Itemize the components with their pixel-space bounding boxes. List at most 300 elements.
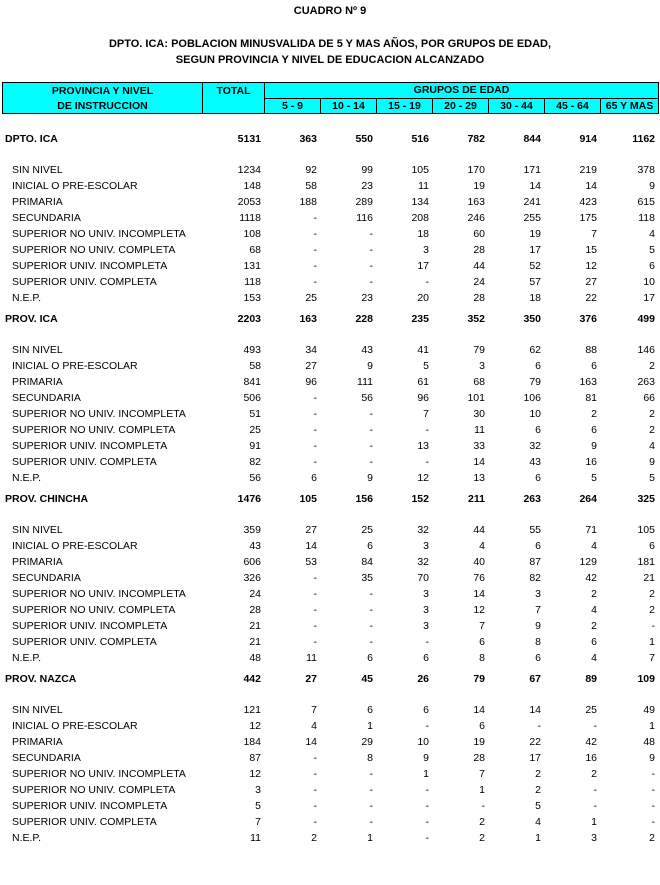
cell-age-6: 3 [591, 832, 597, 844]
cell-age-5: 52 [529, 260, 541, 272]
cell-age-3: 61 [417, 376, 429, 388]
cell-age-2: 550 [355, 133, 373, 145]
cell-age-5: 19 [529, 228, 541, 240]
cell-age-4: 79 [473, 673, 485, 685]
cell-age-6: 81 [585, 392, 597, 404]
cell-age-3: 26 [417, 673, 429, 685]
cell-total: 28 [249, 604, 261, 616]
cell-total: 506 [243, 392, 261, 404]
cell-age-6: 22 [585, 292, 597, 304]
cell-age-2: 8 [367, 752, 373, 764]
cell-age-2: - [369, 816, 373, 828]
cell-age-5: 14 [529, 180, 541, 192]
cell-age-4: 8 [479, 652, 485, 664]
cell-age-1: - [313, 260, 317, 272]
cell-age-3: 11 [418, 180, 429, 192]
cell-age-7: 109 [637, 673, 655, 685]
cell-age-2: 45 [361, 673, 373, 685]
row-label: SIN NIVEL [12, 524, 63, 536]
cell-age-3: 6 [423, 704, 429, 716]
cell-age-2: - [369, 620, 373, 632]
cell-age-7: 6 [649, 540, 655, 552]
cell-age-3: - [425, 276, 429, 288]
row-label: INICIAL O PRE-ESCOLAR [12, 360, 138, 372]
cell-age-1: - [313, 440, 317, 452]
cell-age-1: 4 [311, 720, 317, 732]
cell-total: 5 [255, 800, 261, 812]
cell-total: 56 [249, 472, 261, 484]
cell-age-3: 10 [417, 736, 429, 748]
cell-total: 606 [243, 556, 261, 568]
cell-age-5: - [537, 720, 541, 732]
cell-age-6: 7 [591, 228, 597, 240]
table-row [2, 210, 658, 226]
cell-age-2: - [369, 276, 373, 288]
cell-age-3: - [425, 800, 429, 812]
cell-age-6: 1 [591, 816, 597, 828]
cell-age-7: 10 [643, 276, 655, 288]
table-row [2, 554, 658, 570]
cell-age-4: 68 [473, 376, 485, 388]
cell-age-6: 15 [585, 244, 597, 256]
row-label: INICIAL O PRE-ESCOLAR [12, 720, 138, 732]
cell-age-7: 2 [649, 424, 655, 436]
cell-age-1: - [313, 212, 317, 224]
cell-age-5: 3 [535, 588, 541, 600]
cell-age-2: 1 [367, 832, 373, 844]
cell-age-2: - [369, 456, 373, 468]
table-row [2, 814, 658, 830]
cell-age-1: 53 [305, 556, 317, 568]
cell-age-3: 13 [417, 440, 429, 452]
cell-age-5: 17 [529, 244, 541, 256]
cell-age-1: 14 [305, 540, 317, 552]
cell-age-3: - [425, 816, 429, 828]
cell-age-6: 42 [585, 572, 597, 584]
cell-age-2: 228 [355, 313, 373, 325]
cell-age-1: 96 [305, 376, 317, 388]
cell-age-6: 6 [591, 424, 597, 436]
cell-age-3: 9 [423, 752, 429, 764]
cell-total: 11 [250, 832, 261, 844]
cell-age-2: 156 [355, 493, 373, 505]
cell-age-1: - [313, 228, 317, 240]
cell-age-2: 25 [361, 524, 373, 536]
cell-age-4: 352 [467, 313, 485, 325]
cell-total: 82 [249, 456, 261, 468]
cell-age-6: 88 [585, 344, 597, 356]
cell-age-5: 350 [523, 313, 541, 325]
cell-age-7: 1 [649, 636, 655, 648]
cell-age-7: 615 [637, 196, 655, 208]
cell-age-4: 79 [473, 344, 485, 356]
cell-age-2: - [369, 784, 373, 796]
cell-total: 12 [249, 768, 261, 780]
cell-age-6: 914 [579, 133, 597, 145]
cell-age-6: 219 [579, 164, 597, 176]
cell-age-6: 129 [579, 556, 597, 568]
cell-age-7: 2 [649, 604, 655, 616]
cell-age-5: 67 [529, 673, 541, 685]
cell-age-4: 1 [479, 784, 485, 796]
row-label: SUPERIOR NO UNIV. INCOMPLETA [12, 768, 186, 780]
cell-age-4: 44 [473, 260, 485, 272]
table-row [2, 390, 658, 406]
table-row [2, 358, 658, 374]
section-row [2, 666, 658, 692]
cell-total: 121 [243, 704, 261, 716]
cell-age-6: 163 [579, 376, 597, 388]
cell-age-4: 60 [473, 228, 485, 240]
cell-total: 493 [243, 344, 261, 356]
cell-total: 148 [243, 180, 261, 192]
cell-age-6: 2 [591, 588, 597, 600]
cell-age-7: 17 [643, 292, 655, 304]
cell-total: 25 [249, 424, 261, 436]
header-age-5: 30 - 44 [488, 98, 545, 114]
table-row [2, 634, 658, 650]
cell-age-1: - [313, 636, 317, 648]
cell-total: 2203 [237, 313, 261, 325]
cell-age-5: 32 [529, 440, 541, 452]
table-number: CUADRO Nº 9 [293, 5, 367, 17]
cell-age-1: - [313, 588, 317, 600]
cell-age-7: 2 [649, 360, 655, 372]
row-label: SUPERIOR UNIV. INCOMPLETA [12, 800, 168, 812]
cell-age-2: 23 [361, 180, 373, 192]
cell-total: 131 [243, 260, 261, 272]
cell-age-3: 152 [411, 493, 429, 505]
row-label: SUPERIOR UNIV. INCOMPLETA [12, 440, 168, 452]
cell-age-5: 255 [523, 212, 541, 224]
cell-age-4: 13 [473, 472, 485, 484]
cell-age-5: 8 [535, 636, 541, 648]
cell-age-3: 134 [411, 196, 429, 208]
cell-age-6: 376 [579, 313, 597, 325]
cell-age-6: 9 [591, 440, 597, 452]
cell-age-1: 27 [305, 524, 317, 536]
cell-total: 48 [249, 652, 261, 664]
row-label: SECUNDARIA [12, 752, 81, 764]
cell-total: 359 [243, 524, 261, 536]
cell-age-3: 105 [411, 164, 429, 176]
table-row [2, 162, 658, 178]
row-label: N.E.P. [12, 472, 41, 484]
cell-age-4: 2 [479, 832, 485, 844]
section-row [2, 306, 658, 332]
cell-age-2: 6 [367, 704, 373, 716]
cell-age-2: 6 [367, 652, 373, 664]
spacer-cell [2, 332, 658, 342]
table-row [2, 734, 658, 750]
cell-age-1: 92 [305, 164, 317, 176]
cell-age-1: 27 [305, 673, 317, 685]
cell-age-6: 4 [591, 652, 597, 664]
cell-age-6: 2 [591, 408, 597, 420]
spacer-cell [2, 692, 658, 702]
cell-age-5: 17 [529, 752, 541, 764]
cell-age-5: 106 [523, 392, 541, 404]
cell-age-2: 6 [367, 540, 373, 552]
cell-age-4: 163 [467, 196, 485, 208]
cell-age-2: - [369, 604, 373, 616]
cell-age-6: 27 [585, 276, 597, 288]
cell-age-6: 2 [591, 620, 597, 632]
cell-age-2: - [369, 440, 373, 452]
table-row [2, 538, 658, 554]
cell-age-4: 28 [473, 244, 485, 256]
header-age-groups [264, 82, 659, 99]
cell-age-5: 6 [535, 360, 541, 372]
cell-age-7: 1162 [632, 133, 655, 145]
cell-age-4: 33 [473, 440, 485, 452]
cell-age-7: 49 [643, 704, 655, 716]
cell-age-1: 14 [305, 736, 317, 748]
cell-age-2: - [369, 228, 373, 240]
spacer-row [2, 152, 658, 162]
cell-age-4: 782 [467, 133, 485, 145]
cell-age-7: 325 [637, 493, 655, 505]
row-label: PROV. CHINCHA [5, 493, 89, 505]
cell-age-1: - [313, 816, 317, 828]
cell-age-7: 263 [637, 376, 655, 388]
cell-age-1: 105 [299, 493, 317, 505]
cell-age-4: 14 [473, 704, 485, 716]
cell-age-1: 27 [305, 360, 317, 372]
cell-age-4: 40 [473, 556, 485, 568]
table-row [2, 570, 658, 586]
cell-age-6: - [593, 720, 597, 732]
table-row [2, 342, 658, 358]
cell-age-6: 42 [585, 736, 597, 748]
cell-age-7: 2 [649, 588, 655, 600]
cell-total: 58 [249, 360, 261, 372]
cell-age-3: 3 [423, 588, 429, 600]
cell-age-4: 24 [473, 276, 485, 288]
cell-age-3: 17 [417, 260, 429, 272]
cell-age-4: - [481, 800, 485, 812]
cell-age-5: 79 [529, 376, 541, 388]
table-row [2, 454, 658, 470]
cell-total: 184 [243, 736, 261, 748]
cell-age-5: 55 [529, 524, 541, 536]
cell-age-3: 3 [423, 244, 429, 256]
data-table [2, 126, 658, 846]
cell-age-3: - [425, 720, 429, 732]
cell-age-5: 263 [523, 493, 541, 505]
cell-age-7: 2 [649, 832, 655, 844]
row-label: SECUNDARIA [12, 212, 81, 224]
cell-age-1: - [313, 408, 317, 420]
cell-age-2: 9 [367, 360, 373, 372]
row-label: SUPERIOR NO UNIV. COMPLETA [12, 784, 176, 796]
cell-age-2: - [369, 800, 373, 812]
table-row [2, 470, 658, 486]
cell-age-5: 57 [529, 276, 541, 288]
cell-total: 841 [243, 376, 261, 388]
cell-total: 5131 [237, 133, 261, 145]
cell-total: 68 [249, 244, 261, 256]
cell-age-7: - [651, 800, 655, 812]
cell-age-3: 12 [417, 472, 429, 484]
cell-age-7: 6 [649, 260, 655, 272]
cell-age-3: 235 [411, 313, 429, 325]
cell-age-5: 241 [523, 196, 541, 208]
cell-age-7: 9 [649, 456, 655, 468]
header-total-label: TOTAL [216, 85, 251, 97]
row-label: SUPERIOR NO UNIV. COMPLETA [12, 604, 176, 616]
cell-age-7: 21 [643, 572, 655, 584]
cell-age-3: 1 [423, 768, 429, 780]
cell-age-1: 34 [305, 344, 317, 356]
cell-age-4: 7 [479, 620, 485, 632]
cell-age-3: 70 [417, 572, 429, 584]
cell-age-3: 6 [423, 652, 429, 664]
row-label: SUPERIOR NO UNIV. COMPLETA [12, 424, 176, 436]
cell-age-1: - [313, 572, 317, 584]
row-label: N.E.P. [12, 292, 41, 304]
cell-age-4: 246 [467, 212, 485, 224]
header-province-level [2, 82, 203, 114]
cell-age-2: - [369, 588, 373, 600]
cell-age-3: 3 [423, 620, 429, 632]
cell-total: 91 [249, 440, 261, 452]
row-label: PROV. NAZCA [5, 673, 77, 685]
header-age-2: 10 - 14 [320, 98, 377, 114]
table-row [2, 178, 658, 194]
header-age-1: 5 - 9 [264, 98, 321, 114]
cell-age-6: 6 [591, 636, 597, 648]
cell-age-6: 2 [591, 768, 597, 780]
cell-age-1: 2 [311, 832, 317, 844]
cell-age-7: 48 [643, 736, 655, 748]
cell-age-1: - [313, 456, 317, 468]
cell-age-5: 10 [529, 408, 541, 420]
cell-age-4: 14 [473, 456, 485, 468]
row-label: SUPERIOR NO UNIV. INCOMPLETA [12, 588, 186, 600]
cell-age-7: 9 [649, 752, 655, 764]
cell-age-7: 146 [637, 344, 655, 356]
cell-age-6: 175 [579, 212, 597, 224]
cell-age-1: - [313, 768, 317, 780]
header-age-6: 45 - 64 [544, 98, 601, 114]
table-row [2, 798, 658, 814]
cell-total: 2053 [237, 196, 261, 208]
row-label: SUPERIOR UNIV. INCOMPLETA [12, 620, 168, 632]
row-label: N.E.P. [12, 832, 41, 844]
table-row [2, 226, 658, 242]
cell-age-4: 19 [473, 736, 485, 748]
row-label: PRIMARIA [12, 736, 63, 748]
cell-age-2: 111 [357, 376, 373, 388]
cell-age-2: - [369, 636, 373, 648]
cell-age-3: - [425, 636, 429, 648]
cell-age-1: 188 [299, 196, 317, 208]
cell-age-7: - [651, 768, 655, 780]
cell-age-4: 11 [474, 424, 485, 436]
cell-age-4: 44 [473, 524, 485, 536]
row-label: SIN NIVEL [12, 344, 63, 356]
cell-age-2: 43 [361, 344, 373, 356]
header-instruction-label: DE INSTRUCCION [57, 100, 148, 112]
cell-age-3: - [425, 424, 429, 436]
cell-age-5: 87 [529, 556, 541, 568]
cell-total: 3 [255, 784, 261, 796]
section-row [2, 486, 658, 512]
cell-age-4: 28 [473, 292, 485, 304]
cell-age-1: 11 [306, 652, 317, 664]
cell-age-5: 2 [535, 784, 541, 796]
row-label: SUPERIOR NO UNIV. INCOMPLETA [12, 408, 186, 420]
cell-age-6: 423 [579, 196, 597, 208]
cell-age-1: 58 [305, 180, 317, 192]
cell-total: 87 [249, 752, 261, 764]
cell-age-3: 96 [417, 392, 429, 404]
row-label: SUPERIOR UNIV. COMPLETA [12, 456, 157, 468]
cell-total: 442 [243, 673, 261, 685]
cell-age-4: 6 [479, 720, 485, 732]
cell-age-7: 118 [638, 212, 655, 224]
cell-age-1: - [313, 424, 317, 436]
cell-age-7: 1 [649, 720, 655, 732]
table-row [2, 602, 658, 618]
cell-age-3: 18 [417, 228, 429, 240]
cell-age-4: 12 [473, 604, 485, 616]
cell-total: 118 [244, 276, 261, 288]
cell-age-2: - [369, 424, 373, 436]
table-row [2, 374, 658, 390]
row-label: SUPERIOR UNIV. COMPLETA [12, 636, 157, 648]
cell-age-7: 4 [649, 228, 655, 240]
cell-age-6: 16 [585, 456, 597, 468]
table-row [2, 650, 658, 666]
cell-age-1: 7 [311, 704, 317, 716]
cell-age-5: 4 [535, 816, 541, 828]
cell-age-4: 7 [479, 768, 485, 780]
row-label: INICIAL O PRE-ESCOLAR [12, 180, 138, 192]
table-row [2, 782, 658, 798]
cell-total: 21 [249, 620, 261, 632]
section-row [2, 126, 658, 152]
cell-age-1: 25 [305, 292, 317, 304]
cell-age-5: 9 [535, 620, 541, 632]
table-row [2, 718, 658, 734]
cell-age-3: 5 [423, 360, 429, 372]
table-row [2, 618, 658, 634]
cell-age-5: 22 [529, 736, 541, 748]
cell-age-6: 14 [585, 180, 597, 192]
spacer-cell [2, 152, 658, 162]
header-age-7: 65 Y MAS [600, 98, 659, 114]
table-row [2, 750, 658, 766]
row-label: SUPERIOR UNIV. COMPLETA [12, 276, 157, 288]
cell-age-5: 62 [529, 344, 541, 356]
cell-total: 7 [255, 816, 261, 828]
table-title-line2: SEGUN PROVINCIA Y NIVEL DE EDUCACION ALCANZADO [175, 54, 485, 66]
cell-age-4: 19 [473, 180, 485, 192]
table-row [2, 522, 658, 538]
cell-age-1: - [313, 800, 317, 812]
cell-age-2: - [369, 244, 373, 256]
cell-age-6: - [593, 800, 597, 812]
cell-age-6: 264 [579, 493, 597, 505]
table-row [2, 830, 658, 846]
cell-total: 51 [249, 408, 261, 420]
cell-total: 12 [249, 720, 261, 732]
cell-age-3: 32 [417, 556, 429, 568]
row-label: PRIMARIA [12, 196, 63, 208]
cell-age-4: 2 [479, 816, 485, 828]
